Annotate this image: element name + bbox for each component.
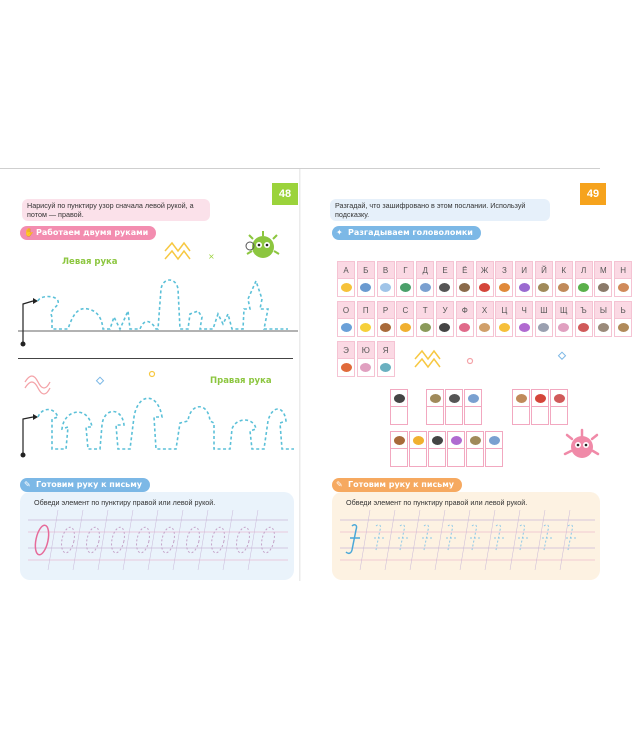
alpha-cell: Ш bbox=[535, 301, 553, 337]
section-title-prepare-hand-right-label: Готовим руку к письму bbox=[348, 480, 454, 489]
flamingo-icon bbox=[459, 323, 470, 332]
turkey-icon bbox=[519, 283, 530, 292]
alphabet-row-2 bbox=[337, 301, 634, 337]
squirrel-icon bbox=[341, 363, 352, 372]
section-title-prepare-hand-left bbox=[20, 478, 150, 492]
alpha-cell: Ф bbox=[456, 301, 474, 337]
alpha-cell: В bbox=[377, 261, 395, 297]
answer-cell[interactable] bbox=[428, 449, 446, 467]
alpha-cell: Л bbox=[575, 261, 593, 297]
ladybug-icon bbox=[535, 394, 546, 403]
right-hand-label: Правая рука bbox=[210, 376, 272, 386]
decorations-top-left bbox=[160, 229, 300, 274]
instruction-right: Разгадай, что зашифровано в этом послании. Используй подсказку. bbox=[330, 199, 550, 221]
alpha-cell: Щ bbox=[555, 301, 573, 337]
page-number-right: 49 bbox=[580, 183, 606, 205]
separator-line bbox=[18, 358, 293, 359]
lynx-icon bbox=[380, 323, 391, 332]
panda-icon bbox=[394, 394, 405, 403]
pig-icon bbox=[558, 323, 569, 332]
dolphin-icon bbox=[420, 283, 431, 292]
alpha-cell: Ю bbox=[357, 341, 375, 377]
alpha-cell: М bbox=[594, 261, 612, 297]
dolphin-icon bbox=[468, 394, 479, 403]
pink-germ-character-icon bbox=[562, 427, 600, 467]
kangaroo-icon bbox=[470, 436, 481, 445]
fish-icon bbox=[341, 323, 352, 332]
answer-cell[interactable] bbox=[390, 407, 408, 425]
right-page bbox=[300, 169, 627, 581]
turtle-icon bbox=[400, 283, 411, 292]
kangaroo-icon bbox=[430, 394, 441, 403]
alpha-cell: Т bbox=[416, 301, 434, 337]
alpha-cell: Х bbox=[476, 301, 494, 337]
alpha-cell: П bbox=[357, 301, 375, 337]
writing-instruction-left: Обведи элемент по пунктиру правой или левой рукой. bbox=[34, 498, 216, 507]
instruction-left: Нарисуй по пунктиру узор сначала левой рукой, а потом — правой. bbox=[22, 199, 210, 221]
crab-icon bbox=[554, 394, 565, 403]
dolphin-icon bbox=[489, 436, 500, 445]
svg-text:×: × bbox=[208, 252, 215, 261]
alphabet-row-1 bbox=[337, 261, 634, 297]
ladybug-icon bbox=[479, 283, 490, 292]
code-word-1 bbox=[390, 389, 409, 425]
fox-icon bbox=[516, 394, 527, 403]
answer-cell[interactable] bbox=[531, 407, 549, 425]
alpha-cell: Й bbox=[535, 261, 553, 297]
raccoon-icon bbox=[449, 394, 460, 403]
alpha-cell: Р bbox=[377, 301, 395, 337]
code-word-4 bbox=[390, 431, 504, 467]
bee-icon bbox=[341, 283, 352, 292]
dotted-pattern-plants bbox=[18, 269, 298, 349]
germ-character-icon bbox=[246, 231, 279, 258]
left-hand-label: Левая рука bbox=[62, 257, 118, 267]
frog-icon bbox=[578, 283, 589, 292]
alpha-cell: Э bbox=[337, 341, 355, 377]
kangaroo-icon bbox=[538, 283, 549, 292]
raccoon-icon bbox=[439, 283, 450, 292]
rhino-icon bbox=[618, 283, 629, 292]
answer-cell[interactable] bbox=[512, 407, 530, 425]
code-word-3 bbox=[512, 389, 569, 425]
bear-icon bbox=[598, 283, 609, 292]
alpha-cell: Ь bbox=[614, 301, 632, 337]
section-title-two-hands bbox=[20, 226, 156, 240]
answer-cell[interactable] bbox=[390, 449, 408, 467]
answer-cell[interactable] bbox=[485, 449, 503, 467]
alpha-cell: Я bbox=[377, 341, 395, 377]
panda-icon bbox=[432, 436, 443, 445]
alpha-cell: Ё bbox=[456, 261, 474, 297]
octopus-icon bbox=[451, 436, 462, 445]
section-title-puzzles bbox=[332, 226, 481, 240]
answer-cell[interactable] bbox=[426, 407, 444, 425]
lynx-icon bbox=[394, 436, 405, 445]
alpha-cell: С bbox=[396, 301, 414, 337]
section-title-two-hands-label: Работаем двумя руками bbox=[36, 228, 149, 237]
owl-icon bbox=[413, 436, 424, 445]
lizard-icon bbox=[380, 363, 391, 372]
left-page bbox=[0, 169, 300, 581]
writing-lines-strokes[interactable] bbox=[340, 510, 595, 572]
pencil-icon: ✎ bbox=[336, 480, 343, 489]
writing-practice-box-right bbox=[332, 492, 600, 580]
start-arrow bbox=[23, 301, 33, 344]
alpha-cell: Н bbox=[614, 261, 632, 297]
zigzag-icon bbox=[165, 243, 190, 251]
section-title-prepare-hand-left-label: Готовим руку к письму bbox=[36, 480, 142, 489]
writing-instruction-right: Обведи элемент по пунктиру правой или левой рукой. bbox=[346, 498, 528, 507]
code-word-2 bbox=[426, 389, 483, 425]
writing-lines-ovals[interactable] bbox=[28, 510, 288, 572]
panda-icon bbox=[439, 323, 450, 332]
answer-cell[interactable] bbox=[464, 407, 482, 425]
owl-icon bbox=[400, 323, 411, 332]
alpha-cell: А bbox=[337, 261, 355, 297]
alpha-cell: Ъ bbox=[575, 301, 593, 337]
answer-cell[interactable] bbox=[466, 449, 484, 467]
octopus-icon bbox=[519, 323, 530, 332]
jellyfish-icon bbox=[360, 363, 371, 372]
butterfly-icon bbox=[360, 283, 371, 292]
writing-practice-box-left bbox=[20, 492, 294, 580]
chinchilla-icon bbox=[538, 323, 549, 332]
chicken-icon bbox=[499, 323, 510, 332]
section-title-prepare-hand-right bbox=[332, 478, 462, 492]
alpha-cell: И bbox=[515, 261, 533, 297]
alpha-cell: К bbox=[555, 261, 573, 297]
chick-icon bbox=[360, 323, 371, 332]
answer-cell[interactable] bbox=[409, 449, 427, 467]
wolf-icon bbox=[380, 283, 391, 292]
alpha-cell: Ж bbox=[476, 261, 494, 297]
fox-icon bbox=[558, 283, 569, 292]
pencil-icon: ✎ bbox=[24, 480, 31, 489]
lightbulb-icon: ✦ bbox=[336, 228, 343, 237]
alpha-cell: Е bbox=[436, 261, 454, 297]
alphabet-row-3 bbox=[337, 341, 396, 377]
toucan-icon bbox=[420, 323, 431, 332]
alpha-cell: З bbox=[495, 261, 513, 297]
alpha-cell: Ч bbox=[515, 301, 533, 337]
alpha-cell: У bbox=[436, 301, 454, 337]
hare-icon bbox=[499, 283, 510, 292]
alpha-cell: Ы bbox=[594, 301, 612, 337]
answer-cell[interactable] bbox=[447, 449, 465, 467]
section-title-puzzles-label: Разгадываем головоломки bbox=[348, 228, 473, 237]
answer-cell[interactable] bbox=[550, 407, 568, 425]
deer-icon bbox=[618, 323, 629, 332]
hands-icon: ✋ bbox=[24, 228, 34, 237]
hamster-icon bbox=[479, 323, 490, 332]
hedgehog-icon bbox=[459, 283, 470, 292]
alpha-cell: Г bbox=[396, 261, 414, 297]
answer-cell[interactable] bbox=[445, 407, 463, 425]
dotted-pattern-mushrooms bbox=[18, 387, 298, 462]
alpha-cell: Ц bbox=[495, 301, 513, 337]
alpha-cell: Б bbox=[357, 261, 375, 297]
page-number-left: 48 bbox=[272, 183, 298, 205]
decorations-right bbox=[410, 339, 600, 379]
crab-icon bbox=[578, 323, 589, 332]
mouse-icon bbox=[598, 323, 609, 332]
alpha-cell: О bbox=[337, 301, 355, 337]
alpha-cell: Д bbox=[416, 261, 434, 297]
